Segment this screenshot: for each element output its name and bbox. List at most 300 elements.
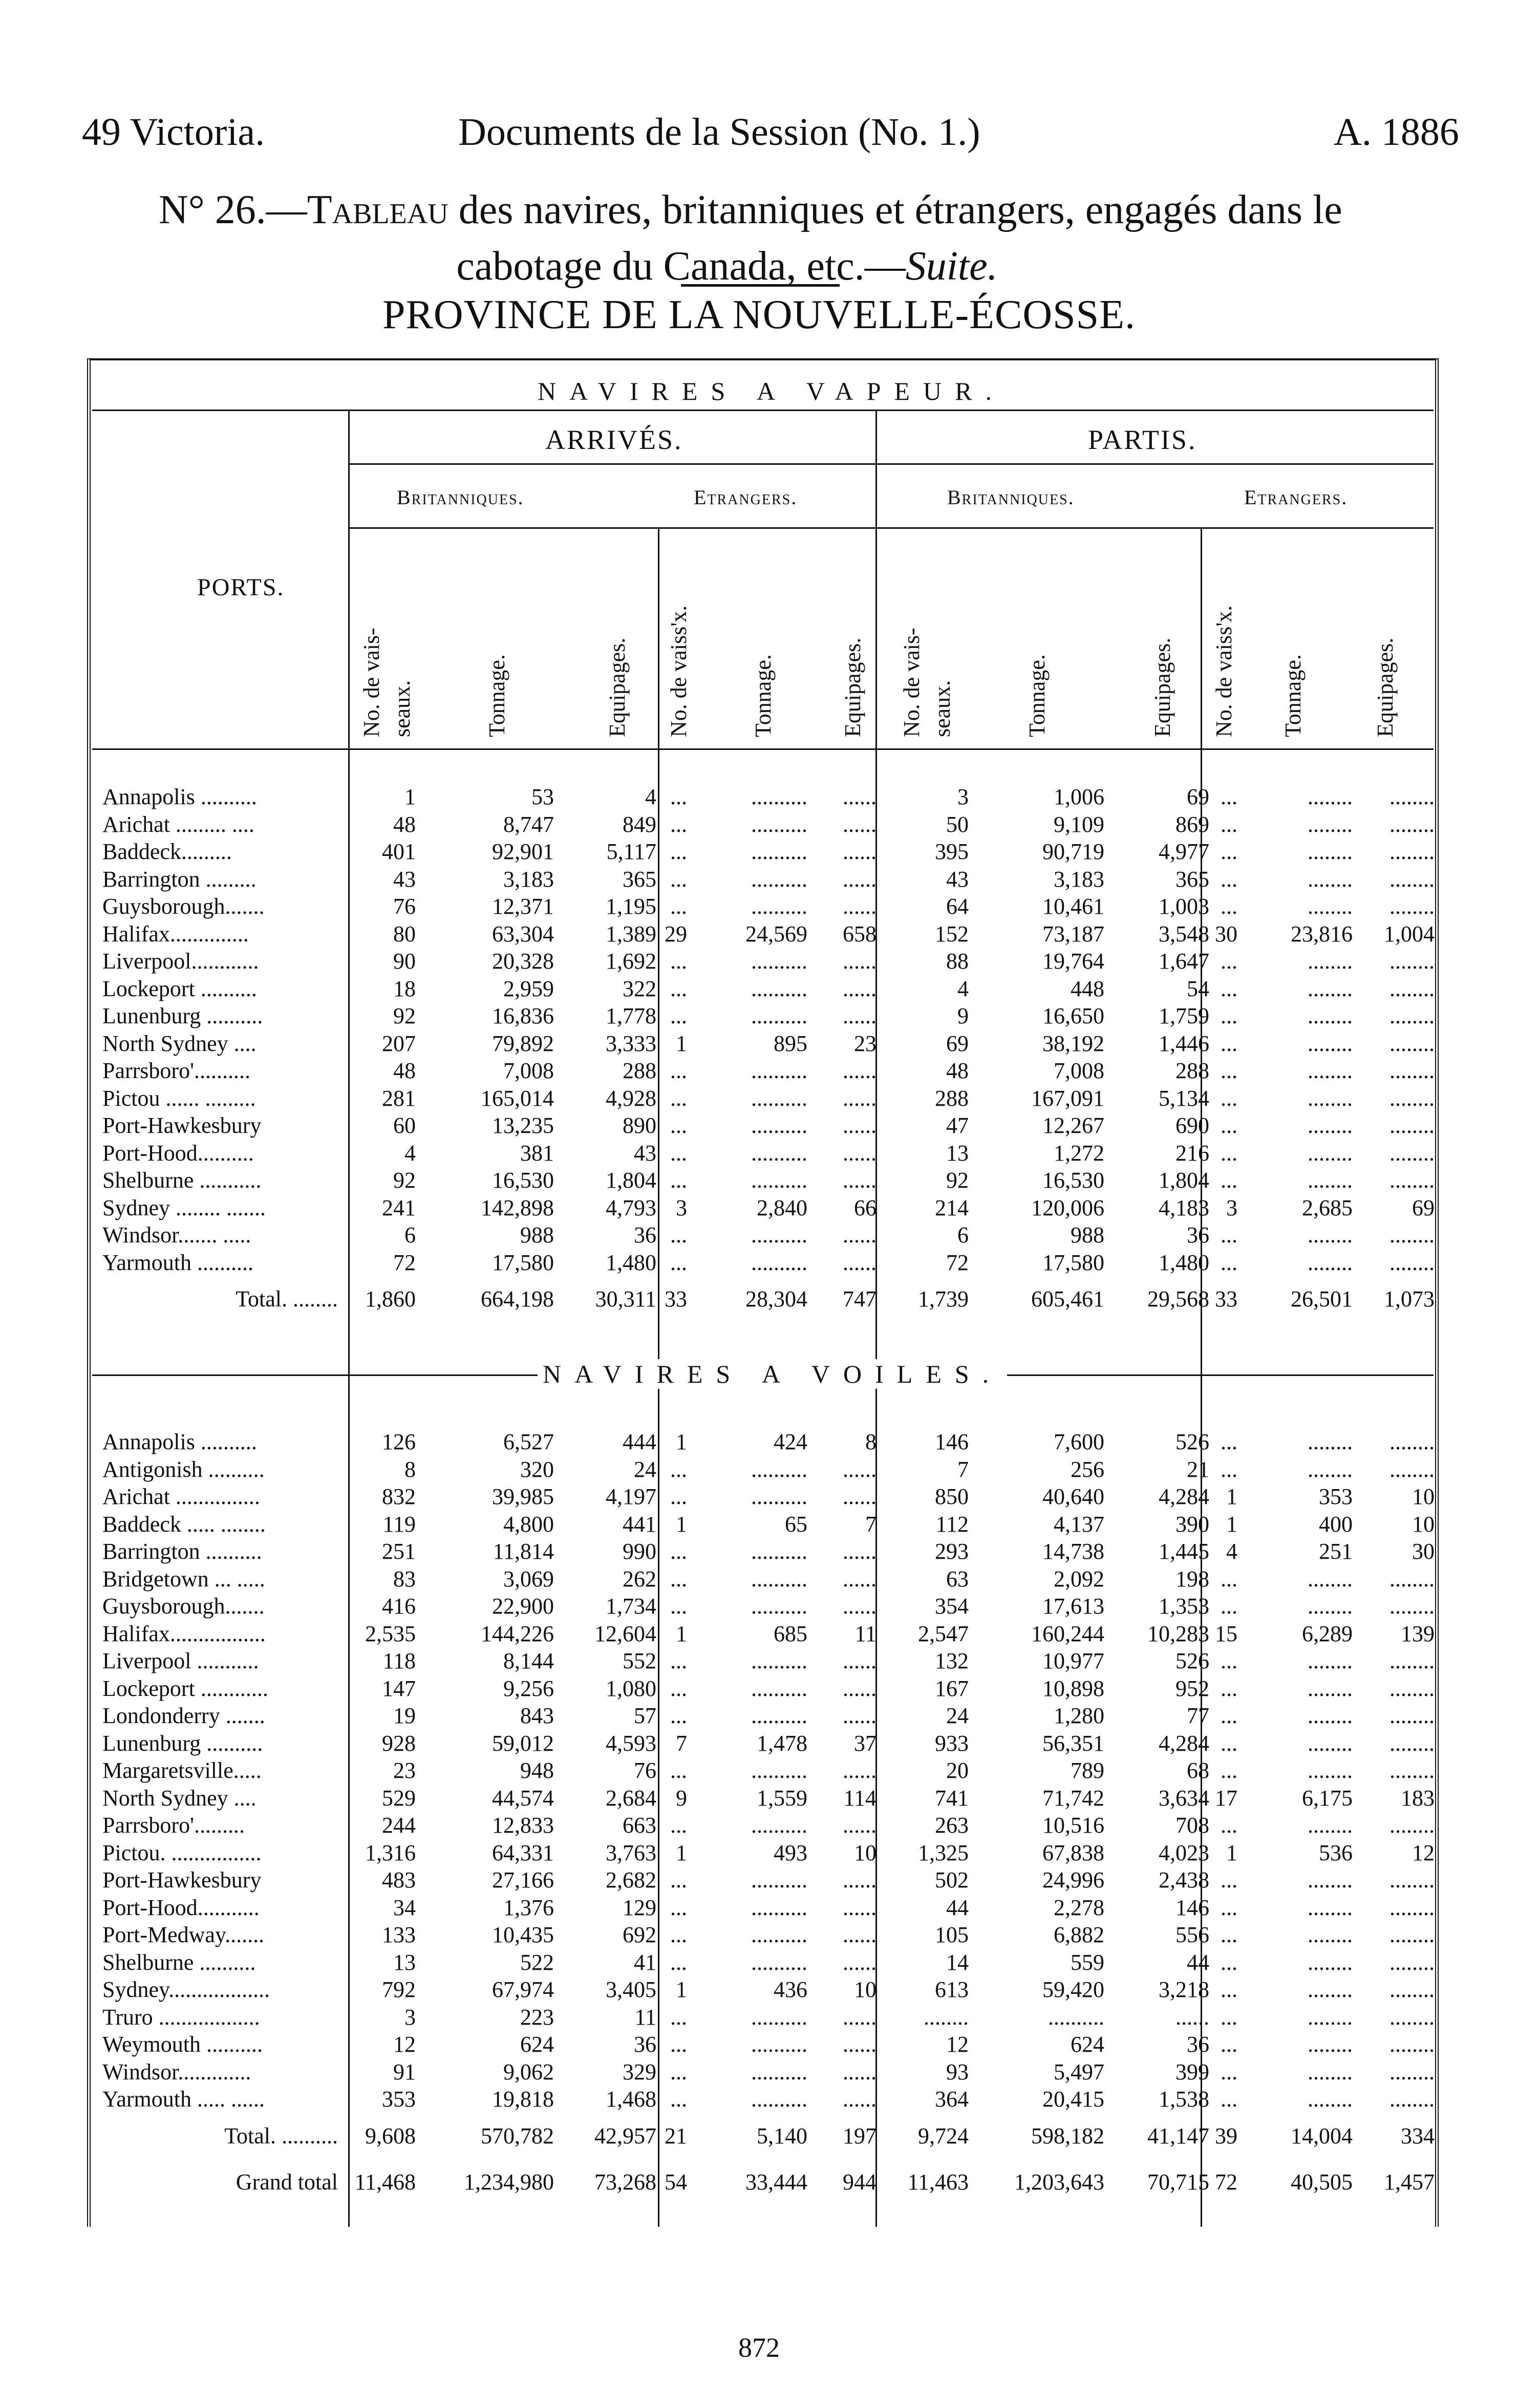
- value-cell: 2,278: [1054, 1895, 1104, 1920]
- value-cell: ........: [1389, 1675, 1435, 1701]
- value-cell: 8,747: [503, 811, 554, 837]
- value-cell: 8: [404, 1456, 416, 1482]
- value-cell: 214: [935, 1195, 969, 1220]
- value-cell: ...: [1221, 1030, 1237, 1056]
- value-cell: 16,836: [492, 1003, 554, 1028]
- value-cell: ...: [1221, 1140, 1237, 1166]
- value-cell: 16,530: [492, 1168, 554, 1193]
- value-cell: ...: [670, 1085, 687, 1111]
- value-cell: 30,311: [595, 1286, 656, 1312]
- port-name-cell: Barrington .........: [102, 866, 256, 892]
- port-name-cell: Halifax..............: [102, 921, 249, 947]
- value-cell: 1,389: [606, 921, 656, 947]
- value-cell: 262: [623, 1566, 656, 1592]
- value-cell: 43: [634, 1140, 656, 1166]
- value-cell: 288: [623, 1058, 656, 1083]
- value-cell: 47: [946, 1113, 969, 1138]
- table-row: [87, 1812, 1439, 1839]
- table-row: [87, 783, 1439, 811]
- value-cell: ..........: [751, 1895, 807, 1920]
- value-cell: 92: [393, 1003, 416, 1028]
- value-cell: 401: [382, 839, 416, 864]
- value-cell: 1,280: [1054, 1703, 1104, 1728]
- value-cell: ........: [1308, 1003, 1353, 1028]
- value-cell: ......: [1175, 2004, 1209, 2030]
- value-cell: ...: [670, 784, 687, 809]
- value-cell: 1,804: [1159, 1168, 1209, 1193]
- value-cell: 334: [1401, 2123, 1435, 2148]
- value-cell: 90,719: [1042, 839, 1104, 864]
- value-cell: 20: [946, 1758, 969, 1783]
- value-cell: 24: [946, 1703, 969, 1728]
- value-cell: 1: [676, 1429, 687, 1454]
- value-cell: ...: [670, 949, 687, 974]
- value-cell: 64: [946, 894, 969, 919]
- value-cell: 663: [623, 1813, 656, 1838]
- value-cell: 685: [774, 1621, 807, 1646]
- value-cell: ...: [1221, 1456, 1237, 1482]
- value-cell: 3,218: [1159, 1977, 1209, 2002]
- col-crew-header: Equipages.: [605, 637, 630, 737]
- port-name-cell: Lockeport ............: [102, 1675, 268, 1701]
- value-cell: 132: [935, 1648, 969, 1673]
- value-cell: 6: [957, 1222, 969, 1248]
- value-cell: ......: [843, 894, 876, 919]
- value-cell: ........: [1308, 1168, 1353, 1193]
- value-cell: ..........: [751, 976, 807, 1001]
- value-cell: ........: [1389, 976, 1435, 1001]
- value-cell: ..........: [751, 949, 807, 974]
- value-cell: ..........: [751, 1003, 807, 1028]
- value-cell: 92,901: [492, 839, 554, 864]
- value-cell: ...: [670, 1140, 687, 1166]
- ports-heading: PORTS.: [197, 574, 285, 601]
- value-cell: ...: [1221, 784, 1237, 809]
- port-name-cell: Pictou ...... .........: [102, 1085, 256, 1111]
- value-cell: ...: [670, 1168, 687, 1193]
- value-cell: ......: [843, 1222, 876, 1248]
- value-cell: ........: [1308, 784, 1353, 809]
- value-cell: 1,759: [1159, 1003, 1209, 1028]
- value-cell: 56,351: [1042, 1730, 1104, 1756]
- value-cell: ........: [1308, 866, 1353, 892]
- value-cell: 1,739: [918, 1286, 969, 1312]
- value-cell: ........: [1389, 1456, 1435, 1482]
- value-cell: 64,331: [492, 1840, 554, 1865]
- value-cell: 152: [935, 921, 969, 947]
- value-cell: 1,203,643: [1014, 2169, 1104, 2195]
- value-cell: 2,682: [606, 1867, 656, 1893]
- value-cell: 7,008: [1054, 1058, 1104, 1083]
- value-cell: 4,928: [606, 1085, 656, 1111]
- value-cell: 15: [1215, 1621, 1237, 1646]
- port-name-cell: Antigonish ..........: [102, 1456, 265, 1482]
- value-cell: 68: [1187, 1758, 1209, 1783]
- value-cell: ...: [1221, 1867, 1237, 1893]
- value-cell: 33: [665, 1286, 687, 1312]
- value-cell: 8: [865, 1429, 876, 1454]
- port-name-cell: Shelburne ...........: [102, 1168, 262, 1193]
- value-cell: 126: [382, 1429, 416, 1454]
- value-cell: 48: [393, 811, 416, 837]
- value-cell: 24,569: [745, 921, 807, 947]
- arrived-british-heading: Britanniques.: [397, 486, 524, 509]
- table-row: [87, 1483, 1439, 1511]
- value-cell: 12,371: [492, 894, 554, 919]
- value-cell: 33,444: [745, 2169, 807, 2195]
- value-cell: 4: [645, 784, 656, 809]
- col-vessels-header-2: seaux.: [930, 680, 955, 737]
- value-cell: 288: [1175, 1058, 1209, 1083]
- value-cell: 8,144: [503, 1648, 554, 1673]
- value-cell: 36: [1187, 2032, 1209, 2057]
- value-cell: ...: [670, 1113, 687, 1138]
- col-vessels-header: No. de vaiss'x.: [666, 605, 691, 737]
- value-cell: 146: [935, 1429, 969, 1454]
- value-cell: 69: [946, 1030, 969, 1056]
- value-cell: ......: [843, 1250, 876, 1275]
- port-name-cell: Baddeck ..... ........: [102, 1511, 266, 1537]
- value-cell: ......: [843, 1113, 876, 1138]
- value-cell: 12,604: [594, 1621, 656, 1646]
- value-cell: ......: [843, 1675, 876, 1701]
- value-cell: ...: [670, 2087, 687, 2112]
- value-cell: 57: [634, 1703, 656, 1728]
- value-cell: 40,505: [1291, 2169, 1353, 2195]
- port-name-cell: Parrsboro'..........: [102, 1058, 251, 1083]
- value-cell: ...: [1221, 1429, 1237, 1454]
- value-cell: ........: [1308, 894, 1353, 919]
- value-cell: ........: [1389, 866, 1435, 892]
- port-name-cell: Grand total: [236, 2169, 338, 2195]
- value-cell: ........: [1389, 1594, 1435, 1619]
- port-name-cell: Liverpool ...........: [102, 1648, 259, 1673]
- value-cell: ........: [1308, 2059, 1353, 2084]
- value-cell: ........: [1389, 1222, 1435, 1248]
- value-cell: ...: [1221, 1895, 1237, 1920]
- value-cell: 79,892: [492, 1030, 554, 1056]
- value-cell: 1,860: [365, 1286, 416, 1312]
- port-name-cell: Port-Hawkesbury: [102, 1867, 262, 1893]
- value-cell: ...: [1221, 1058, 1237, 1083]
- value-cell: 1: [676, 1030, 687, 1056]
- value-cell: 1,353: [1159, 1594, 1209, 1619]
- value-cell: ........: [1308, 1222, 1353, 1248]
- value-cell: 43: [393, 866, 416, 892]
- departed-heading: PARTIS.: [1088, 424, 1197, 455]
- value-cell: ........: [1308, 1566, 1353, 1592]
- value-cell: 353: [1319, 1484, 1353, 1509]
- value-cell: ........: [1389, 1648, 1435, 1673]
- value-cell: 849: [623, 811, 656, 837]
- value-cell: 7,600: [1054, 1429, 1104, 1454]
- value-cell: 30: [1215, 921, 1237, 947]
- value-cell: 41,147: [1147, 2123, 1209, 2148]
- value-cell: 988: [1071, 1222, 1104, 1248]
- value-cell: 658: [843, 921, 876, 947]
- value-cell: ........: [1389, 1250, 1435, 1275]
- value-cell: ..........: [751, 1867, 807, 1893]
- value-cell: 890: [623, 1113, 656, 1138]
- value-cell: ........: [1308, 811, 1353, 837]
- table-row: [87, 2031, 1439, 2058]
- value-cell: 66: [854, 1195, 876, 1220]
- value-cell: 10,461: [1042, 894, 1104, 919]
- value-cell: ...: [670, 1703, 687, 1728]
- value-cell: ........: [1308, 1867, 1353, 1893]
- value-cell: 1,445: [1159, 1539, 1209, 1564]
- value-cell: ........: [1308, 1730, 1353, 1756]
- port-name-cell: Yarmouth ..... ......: [102, 2087, 265, 2112]
- value-cell: 364: [935, 2087, 969, 2112]
- col-vessels-header: No. de vais-: [359, 628, 384, 737]
- value-cell: 139: [1401, 1621, 1435, 1646]
- value-cell: ...: [1221, 976, 1237, 1001]
- value-cell: ........: [1389, 1703, 1435, 1728]
- value-cell: 3,763: [606, 1840, 656, 1865]
- value-cell: 792: [382, 1977, 416, 2002]
- value-cell: ........: [1308, 1456, 1353, 1482]
- rule: [92, 748, 1434, 750]
- col-crew-header: Equipages.: [1150, 637, 1175, 737]
- value-cell: 72: [393, 1250, 416, 1275]
- value-cell: 10,977: [1042, 1648, 1104, 1673]
- value-cell: ..........: [751, 1648, 807, 1673]
- value-cell: 1: [1226, 1840, 1237, 1865]
- value-cell: ...: [670, 839, 687, 864]
- value-cell: 559: [1071, 1949, 1104, 1975]
- value-cell: ...: [670, 866, 687, 892]
- value-cell: ........: [1308, 1922, 1353, 1947]
- table-row: [87, 838, 1439, 866]
- value-cell: ...: [1221, 866, 1237, 892]
- value-cell: 44: [1187, 1949, 1209, 1975]
- value-cell: ...: [670, 1566, 687, 1592]
- value-cell: ...: [1221, 1250, 1237, 1275]
- value-cell: 944: [843, 2169, 876, 2195]
- value-cell: ..........: [751, 1113, 807, 1138]
- value-cell: 256: [1071, 1456, 1104, 1482]
- port-name-cell: Lunenburg ..........: [102, 1730, 263, 1756]
- port-name-cell: Liverpool............: [102, 949, 259, 974]
- port-name-cell: Windsor....... .....: [102, 1222, 251, 1248]
- value-cell: ......: [843, 1648, 876, 1673]
- value-cell: 353: [382, 2087, 416, 2112]
- value-cell: ...: [1221, 1085, 1237, 1111]
- value-cell: ........: [1308, 1758, 1353, 1783]
- value-cell: 399: [1175, 2059, 1209, 2084]
- value-cell: 73,187: [1042, 921, 1104, 947]
- value-cell: ........: [1389, 894, 1435, 919]
- value-cell: 92: [393, 1168, 416, 1193]
- port-name-cell: Londonderry .......: [102, 1703, 265, 1728]
- value-cell: 3,183: [1054, 866, 1104, 892]
- value-cell: ........: [1389, 1977, 1435, 2002]
- col-vessels-header-2: seaux.: [390, 680, 415, 737]
- table-row: [87, 1167, 1439, 1194]
- value-cell: ......: [843, 1758, 876, 1783]
- value-cell: ........: [924, 2004, 969, 2030]
- value-cell: 9: [676, 1785, 687, 1811]
- value-cell: 88: [946, 949, 969, 974]
- table-row: [87, 2086, 1439, 2113]
- value-cell: 54: [1187, 976, 1209, 1001]
- value-cell: 19,764: [1042, 949, 1104, 974]
- value-cell: 3,405: [606, 1977, 656, 2002]
- table-row: [87, 1730, 1439, 1757]
- value-cell: 114: [843, 1785, 876, 1811]
- value-cell: 536: [1319, 1840, 1353, 1865]
- table-row: [87, 1593, 1439, 1620]
- value-cell: ..........: [751, 866, 807, 892]
- value-cell: 23: [854, 1030, 876, 1056]
- value-cell: 21: [665, 2123, 687, 2148]
- value-cell: ...: [1221, 949, 1237, 974]
- value-cell: 12: [946, 2032, 969, 2057]
- port-name-cell: Parrsboro'.........: [102, 1813, 245, 1838]
- sail-table: [87, 1428, 1439, 2205]
- value-cell: 416: [382, 1594, 416, 1619]
- value-cell: ........: [1389, 1922, 1435, 1947]
- value-cell: ...: [1221, 1977, 1237, 2002]
- value-cell: 4,593: [606, 1730, 656, 1756]
- value-cell: ..........: [751, 1085, 807, 1111]
- value-cell: 10: [1412, 1484, 1435, 1509]
- value-cell: 4,197: [606, 1484, 656, 1509]
- table-title-rest: des navires, britanniques et étrangers, engagés dans le: [448, 187, 1342, 232]
- table-row: [87, 1057, 1439, 1085]
- value-cell: ..........: [751, 1949, 807, 1975]
- value-cell: 529: [382, 1785, 416, 1811]
- value-cell: ...: [1221, 1949, 1237, 1975]
- table-row: [87, 811, 1439, 838]
- value-cell: 570,782: [481, 2123, 554, 2148]
- value-cell: ........: [1308, 1813, 1353, 1838]
- col-tonnage-header: Tonnage.: [484, 654, 509, 737]
- value-cell: 118: [382, 1648, 416, 1673]
- value-cell: 63: [946, 1566, 969, 1592]
- value-cell: 18: [393, 976, 416, 1001]
- value-cell: 690: [1175, 1113, 1209, 1138]
- value-cell: ...: [1221, 1566, 1237, 1592]
- value-cell: 493: [774, 1840, 807, 1865]
- value-cell: 1,468: [606, 2087, 656, 2112]
- value-cell: ........: [1308, 2004, 1353, 2030]
- value-cell: 71,742: [1042, 1785, 1104, 1811]
- value-cell: 395: [935, 839, 969, 864]
- page-number: 872: [738, 2332, 780, 2363]
- value-cell: ..........: [751, 1484, 807, 1509]
- value-cell: 39,985: [492, 1484, 554, 1509]
- value-cell: 4,137: [1054, 1511, 1104, 1537]
- value-cell: 3: [676, 1195, 687, 1220]
- value-cell: 144,226: [481, 1621, 554, 1646]
- header-document-title: Documents de la Session (No. 1.): [458, 111, 980, 154]
- value-cell: 1,734: [606, 1594, 656, 1619]
- table-row: [87, 866, 1439, 893]
- value-cell: 1,234,980: [464, 2169, 554, 2195]
- value-cell: 329: [623, 2059, 656, 2084]
- value-cell: 1: [1226, 1484, 1237, 1509]
- value-cell: 6,289: [1302, 1621, 1353, 1646]
- value-cell: ..........: [751, 1813, 807, 1838]
- value-cell: 223: [520, 2004, 554, 2030]
- value-cell: 2,959: [503, 976, 554, 1001]
- value-cell: 11,468: [354, 2169, 416, 2195]
- value-cell: 2,092: [1054, 1566, 1104, 1592]
- value-cell: 522: [520, 1949, 554, 1975]
- value-cell: ......: [843, 976, 876, 1001]
- value-cell: 747: [843, 1286, 876, 1312]
- value-cell: ..........: [751, 2004, 807, 2030]
- value-cell: ..........: [1048, 2004, 1104, 2030]
- value-cell: ...: [670, 1675, 687, 1701]
- value-cell: ......: [843, 784, 876, 809]
- value-cell: ........: [1389, 1813, 1435, 1838]
- value-cell: ...: [670, 1648, 687, 1673]
- value-cell: ...: [670, 811, 687, 837]
- value-cell: 119: [382, 1511, 416, 1537]
- col-tonnage-header: Tonnage.: [1024, 654, 1050, 737]
- value-cell: 13: [393, 1949, 416, 1975]
- table-title: [159, 182, 1469, 294]
- value-cell: 832: [382, 1484, 416, 1509]
- value-cell: 3,183: [503, 866, 554, 892]
- value-cell: 933: [935, 1730, 969, 1756]
- value-cell: 4: [957, 976, 969, 1001]
- value-cell: 1,647: [1159, 949, 1209, 974]
- value-cell: ...: [670, 1539, 687, 1564]
- value-cell: 1,480: [606, 1250, 656, 1275]
- port-name-cell: Weymouth ..........: [102, 2032, 263, 2057]
- value-cell: 13,235: [492, 1113, 554, 1138]
- table-row: [87, 1866, 1439, 1894]
- port-name-cell: Port-Hood..........: [102, 1140, 254, 1166]
- value-cell: 605,461: [1031, 1286, 1104, 1312]
- value-cell: 1,272: [1054, 1140, 1104, 1166]
- value-cell: 1: [676, 1621, 687, 1646]
- value-cell: 11,814: [493, 1539, 554, 1564]
- table-row: [87, 1976, 1439, 2004]
- value-cell: 27,166: [492, 1867, 554, 1893]
- value-cell: ........: [1389, 2087, 1435, 2112]
- table-row: [87, 920, 1439, 948]
- value-cell: 44,574: [492, 1785, 554, 1811]
- value-cell: 441: [623, 1511, 656, 1537]
- value-cell: ......: [843, 866, 876, 892]
- value-cell: 129: [623, 1895, 656, 1920]
- value-cell: 44: [946, 1895, 969, 1920]
- value-cell: 850: [935, 1484, 969, 1509]
- value-cell: 105: [935, 1922, 969, 1947]
- port-name-cell: Arichat ...............: [102, 1484, 260, 1509]
- value-cell: 9,256: [503, 1675, 554, 1701]
- steam-section-heading: NAVIRES A VAPEUR.: [538, 377, 1005, 405]
- table-title-lead: —Tableau: [266, 187, 448, 232]
- value-cell: ......: [843, 1003, 876, 1028]
- value-cell: ......: [843, 1140, 876, 1166]
- value-cell: 40,640: [1042, 1484, 1104, 1509]
- value-cell: 10,516: [1042, 1813, 1104, 1838]
- port-name-cell: Pictou. ................: [102, 1840, 262, 1865]
- port-name-cell: Halifax.................: [102, 1621, 266, 1646]
- value-cell: ........: [1308, 1140, 1353, 1166]
- value-cell: 29,568: [1147, 1286, 1209, 1312]
- value-cell: 436: [774, 1977, 807, 2002]
- value-cell: ..........: [751, 1758, 807, 1783]
- value-cell: 167: [935, 1675, 969, 1701]
- sail-total-row: [87, 2113, 1439, 2159]
